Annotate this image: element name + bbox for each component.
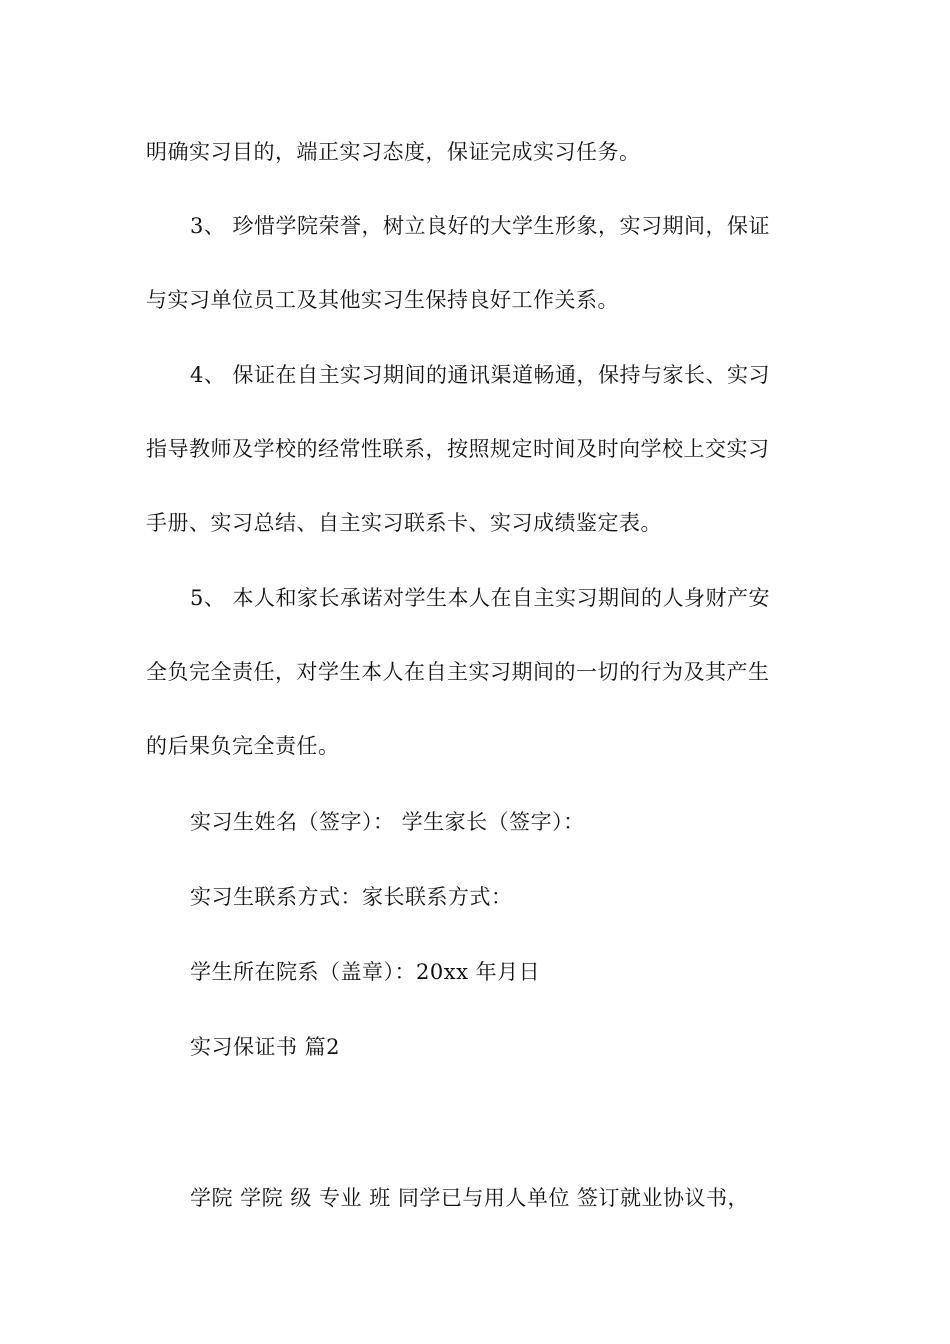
paragraph-line: 4、 保证在自主实习期间的通讯渠道畅通，保持与家长、实习 — [190, 363, 771, 387]
section-title: 实习保证书 篇2 — [190, 1035, 341, 1059]
paragraph-line: 3、 珍惜学院荣誉，树立良好的大学生形象，实习期间，保证 — [190, 214, 771, 238]
paragraph-line: 5、 本人和家长承诺对学生本人在自主实习期间的人身财产安 — [190, 586, 771, 610]
paragraph-line: 的后果负完全责任。 — [146, 734, 340, 758]
paragraph-line: 明确实习目的，端正实习态度，保证完成实习任务。 — [146, 140, 641, 164]
date-line: 学生所在院系（盖章）：20xx 年月日 — [190, 960, 541, 984]
signature-line: 实习生姓名（签字）： 学生家长（签字）： — [190, 810, 585, 834]
paragraph-line: 全负完全责任，对学生本人在自主实习期间的一切的行为及其产生 — [146, 660, 770, 684]
paragraph-line: 指导教师及学校的经常性联系，按照规定时间及时向学校上交实习 — [146, 437, 770, 461]
paragraph-line: 与实习单位员工及其他实习生保持良好工作关系。 — [146, 288, 619, 312]
paragraph-line: 手册、实习总结、自主实习联系卡、实习成绩鉴定表。 — [146, 511, 662, 535]
contact-line: 实习生联系方式：家长联系方式： — [190, 885, 513, 909]
paragraph-line: 学院 学院 级 专业 班 同学已与用人单位 签订就业协议书， — [190, 1186, 750, 1210]
